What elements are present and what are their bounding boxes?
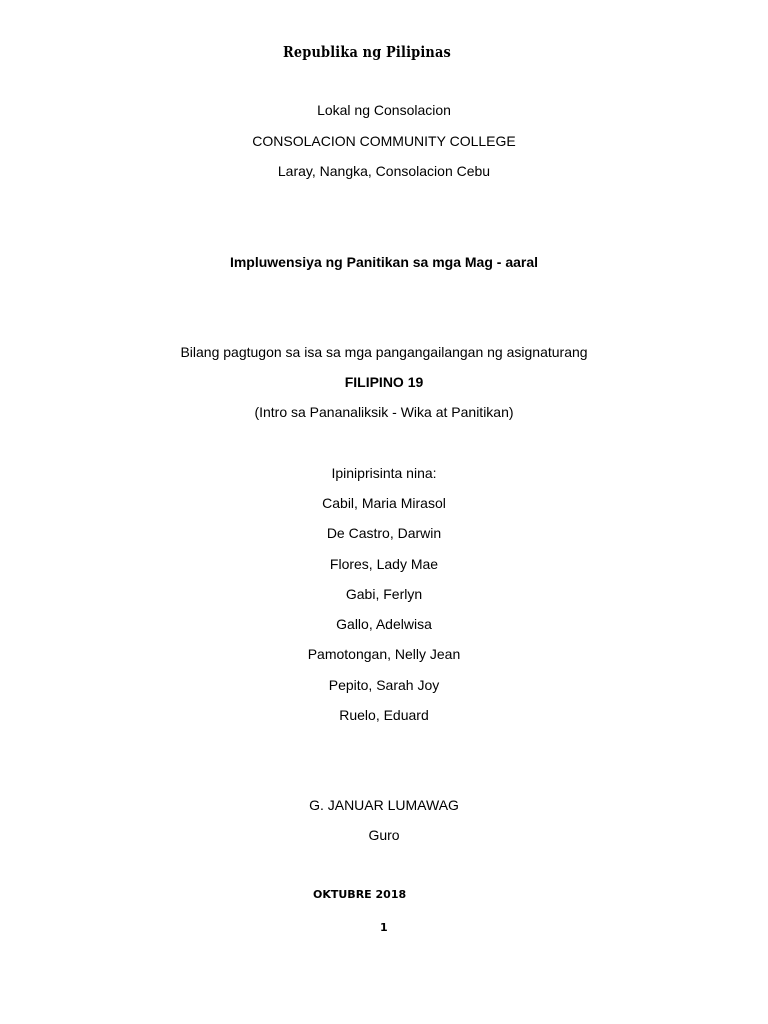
requirement-statement: Bilang pagtugon sa isa sa mga pangangailangan ng asignaturang [180, 344, 588, 360]
presenters-label: Ipiniprisinta nina: [331, 465, 437, 481]
subject-subtitle: (Intro sa Pananaliksik - Wika at Panitikan) [254, 404, 514, 420]
presenter-name: Cabil, Maria Mirasol [322, 495, 446, 511]
presenter-name: Gabi, Ferlyn [345, 586, 423, 602]
presenter-name: Pamotongan, Nelly Jean [307, 646, 461, 662]
presenter-name: Flores, Lady Mae [329, 556, 439, 572]
college-address: Laray, Nangka, Consolacion Cebu [277, 163, 491, 179]
document-date: OKTUBRE 2018 [313, 888, 407, 901]
presenter-name: Pepito, Sarah Joy [328, 677, 440, 693]
subject-code: FILIPINO 19 [344, 374, 424, 390]
research-title: Impluwensiya ng Panitikan sa mga Mag - aaral [229, 254, 539, 270]
local-government: Lokal ng Consolacion [317, 102, 451, 118]
presenter-name: De Castro, Darwin [326, 525, 442, 541]
teacher-role: Guro [368, 827, 400, 843]
presenter-name: Gallo, Adelwisa [336, 616, 432, 632]
page-number: 1 [380, 921, 388, 934]
republic-heading: Republika ng Pilipinas [283, 43, 451, 61]
presenter-name: Ruelo, Eduard [339, 707, 429, 723]
teacher-name: G. JANUAR LUMAWAG [309, 797, 459, 813]
college-name: CONSOLACION COMMUNITY COLLEGE [252, 133, 516, 149]
